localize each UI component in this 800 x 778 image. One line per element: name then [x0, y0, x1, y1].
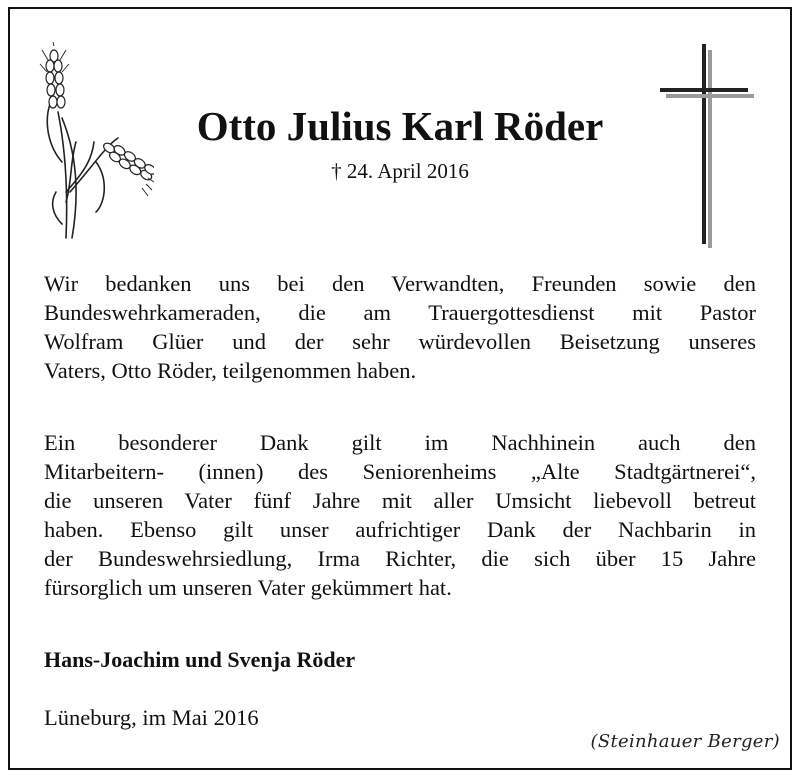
text-line: Bundeswehrkameraden, die am Trauergottesdienst mit Pastor — [44, 300, 756, 325]
place-and-date: Lüneburg, im Mai 2016 — [44, 705, 259, 730]
signature: Hans-Joachim und Svenja Röder — [44, 647, 356, 672]
printer-mark: (Steinhauer Berger) — [590, 731, 780, 752]
thanks-paragraph-1 — [44, 269, 756, 385]
text-line: Wolfram Glüer und der sehr würdevollen Beisetzung unseres — [44, 329, 756, 354]
text-line: Ein besonderer Dank gilt im Nachhinein auch den — [44, 430, 756, 455]
text-line: haben. Ebenso gilt unser aufrichtiger Dank der Nachbarin in — [44, 517, 756, 542]
text-line: Mitarbeitern- (innen) des Seniorenheims „Alte Stadtgärtnerei“, — [44, 459, 756, 484]
thanks-paragraph-2 — [44, 428, 756, 602]
text-line: Vaters, Otto Röder, teilgenommen haben. — [44, 358, 417, 383]
text-line: der Bundeswehrsiedlung, Irma Richter, die sich über 15 Jahre — [44, 546, 756, 571]
text-line: die unseren Vater fünf Jahre mit aller Umsicht liebevoll betreut — [44, 488, 756, 513]
wheat-ears-icon — [36, 42, 154, 240]
deceased-name: Otto Julius Karl Röder — [196, 103, 604, 149]
cross-icon — [656, 40, 756, 250]
text-line: fürsorglich um unseren Vater gekümmert hat. — [44, 575, 452, 600]
death-date: † 24. April 2016 — [331, 159, 469, 183]
text-line: Wir bedanken uns bei den Verwandten, Freunden sowie den — [44, 271, 756, 296]
